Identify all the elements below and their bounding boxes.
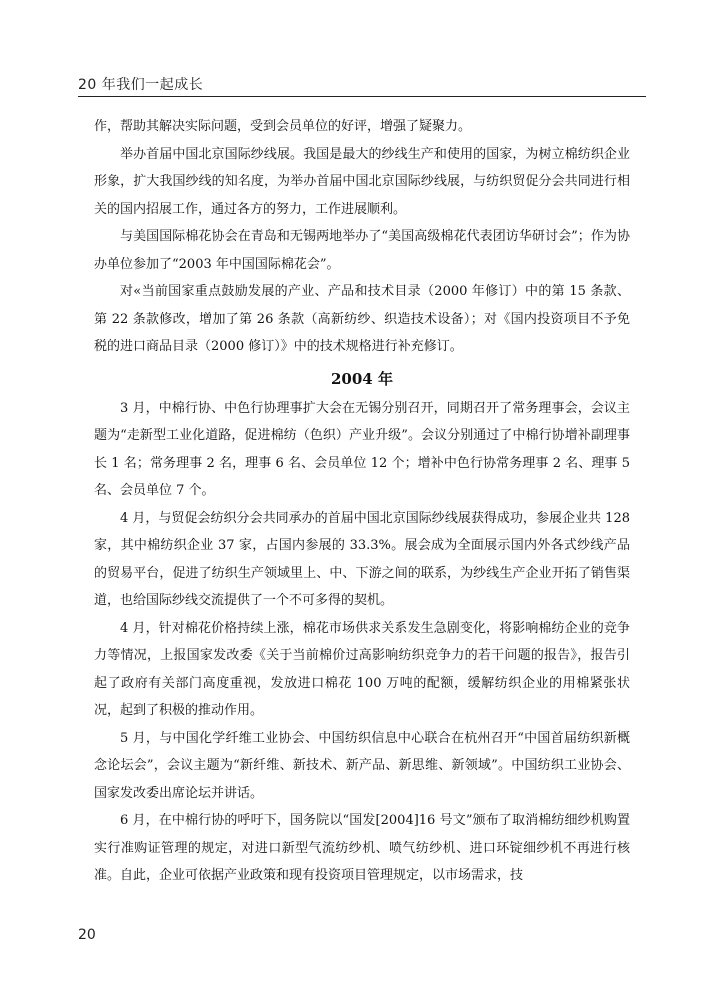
page-body — [94, 113, 630, 890]
paragraph-continuation: 作，帮助其解决实际问题，受到会员单位的好评，增强了疑聚力。 — [94, 119, 472, 134]
header-divider — [78, 96, 646, 97]
paragraph-june-policy: 6 月，在中棉行协的呼吁下，国务院以“国发[2004]16 号文”颁布了取消棉纺细纱机购置实行准购证管理的规定，对进口新型气流纺纱机、喷气纺纱机、进口环锭细纱机不再进行核准。自此，企业可依据产业政策和现有投资项目管理规定，以市场需求，技 — [94, 813, 630, 883]
paragraph-yarn-exhibition: 举办首届中国北京国际纱线展。我国是最大的纱线生产和使用的国家，为树立棉纺织企业形象，扩大我国纱线的知名度，为举办首届中国北京国际纱线展，与纺织贸促分会共同进行相关的国内招展工作，通过各方的努力，工作进展顺利。 — [94, 146, 630, 217]
paragraph-may-forum: 5 月，与中国化学纤维工业协会、中国纺织信息中心联合在杭州召开“中国首届纺织新概念论坛会”，会议主题为“新纤维、新技术、新产品、新思维、新领域”。中国纺织工业协会、国家发改委出席论坛并讲话。 — [94, 730, 630, 801]
page-number: 20 — [78, 927, 96, 943]
paragraph-april-exhibition: 4 月，与贸促会纺织分会共同承办的首届中国北京国际纱线展获得成功，参展企业共 128 家，其中棉纺织企业 37 家，占国内参展的 33.3%。展会成为全面展示国内外各式纱线产品的贸易平台，促进了纺织生产领域里上、中、下游之间的联系，为纱线生产企业开拓了销售渠道，也给国际纱线交流提供了一个不可多得的契机。 — [94, 510, 630, 608]
paragraph-cotton-seminar: 与美国国际棉花协会在青岛和无锡两地举办了“美国高级棉花代表团访华研讨会”；作为协办单位参加了“2003 年中国国际棉花会”。 — [94, 229, 630, 272]
paragraph-march: 3 月，中棉行协、中色行协理事扩大会在无锡分别召开，同期召开了常务理事会，会议主题为“走新型工业化道路，促进棉纺（色织）产业升级”。会议分别通过了中棉行协增补副理事长 1 名；常务理事 2 名，理事 6 名、会员单位 12 个；增补中色行协常务理事 2 名、理事 5 名、会员单位 7 个。 — [94, 400, 630, 498]
running-header: 20 年我们一起成长 — [78, 77, 204, 93]
paragraph-catalog-revision: 对«当前国家重点鼓励发展的产业、产品和技术目录（2000 年修订）中的第 15 条款、第 22 条款修改，增加了第 26 条款（高新纺纱、织造技术设备）；对《国内投资项目不予免税的进口商品目录（2000 修订）》中的技术规格进行补充修订。 — [94, 284, 630, 354]
paragraph-april-cotton-price: 4 月，针对棉花价格持续上涨，棉花市场供求关系发生急剧变化，将影响棉纺企业的竞争力等情况，上报国家发改委《关于当前棉价过高影响纺织竞争力的若干问题的报告》，报告引起了政府有关部门高度重视，发放进口棉花 100 万吨的配额，缓解纺织企业的用棉紧张状况，起到了积极的推动作用。 — [94, 620, 630, 718]
section-heading-2004: 2004 年 — [331, 369, 393, 388]
